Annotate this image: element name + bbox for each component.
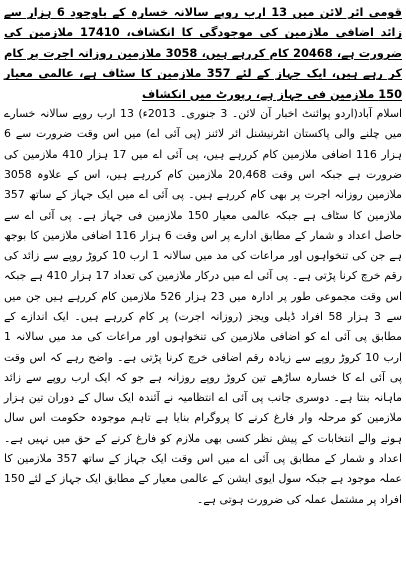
article-paragraph: اسلام آباد(اردو پوائنٹ اخبار آن لائن۔ 3 جنوری۔ 2013ء) 13 ارب روپے سالانہ خسارے میں چلنے والی پاکستان انٹرنیشنل ائر لائنز (پی آئی اے) میں اس وقت ضرورت سے 6 ہزار 116 اضافی ملازمین کام کررہے ہیں، پی آئی اے میں 17 ہزار 410 ملازمین کی ضرورت ہے جبکہ اس وقت 20,468 ملازمین کام کررہے ہیں، اس کے علاوہ 3058 ملازمین روزانہ اجرت پر بھی کام کررہے ہیں۔ پی آئی اے میں ایک جہاز کے ساتھ 357 ملازمین کا سٹاف ہے جبکہ عالمی معیار 150 ملازمین فی جہاز ہے۔ پی آئی اے سے حاصل اعداد و شمار کے مطابق ادارے پر اس وقت 6 ہزار 116 اضافی ملازمین کا بوجھ ہے جن کی تنخواہوں اور مراعات کی مد میں سالانہ 1 ارب 10 کروڑ روپے سے زائد کی رقم خرچ کرنا پڑتی ہے۔ پی آئی اے میں درکار ملازمین کی تعداد 17 ہزار 410 ہے جبکہ اس وقت مجموعی طور پر ادارہ میں 23 ہزار 526 ملازمین کام کررہے ہیں جن میں سے 3 ہزار 58 افراد ڈیلی ویجز (روزانہ اجرت) پر کام کررہے ہیں۔ ایک اندازے کے مطابق پی آئی اے کو اضافی ملازمین کی تنخواہوں اور مراعات کی مد میں سالانہ 1 ارب 10 کروڑ روپے سے زیادہ رقم اضافی خرچ کرنا پڑتی ہے۔ واضح رہے کہ اس وقت پی آئی اے کا خسارہ ساڑھے تین کروڑ روپے روزانہ ہے جو کہ ایک ارب روپے سے زائد ماہانہ بنتا ہے۔ دوسری جانب پی آئی اے انتظامیہ نے آئندہ ایک سال کے دوران تین ہزار ملازمین کو مرحلہ وار فارغ کرنے کا پروگرام بنایا ہے تاہم موجودہ حکومت اس سال ہونے والے انتخابات کے پیش نظر کسی بھی ملازم کو فارغ کرنے کے حق میں نہیں ہے۔ اعداد و شمار کے مطابق پی آئی اے میں اس وقت ایک جہاز کے ساتھ 357 ملازمین کا عملہ موجود ہے جبکہ سول ایوی ایشن کے عالمی معیار کے مطابق ایک جہاز کے لئے 150 افراد پر مشتمل عملہ کی ضرورت ہوتی ہے۔ <box>4 107 402 506</box>
article-headline: قومی ائر لائن میں 13 ارب روپے سالانہ خسارہ کے باوجود 6 ہزار سے زائد اضافی ملازمین کی موجودگی کا انکشاف، 17410 ملازمین کی ضرورت ہے، 20468 کام کررہے ہیں، 3058 ملازمین روزانہ اجرت پر کام کر رہے ہیں، ایک جہاز کے لئے 357 ملازمین کا سٹاف ہے، عالمی معیار 150 ملازمین فی جہاز ہے، رپورٹ میں انکشاف <box>4 5 403 101</box>
article-body <box>4 104 402 510</box>
